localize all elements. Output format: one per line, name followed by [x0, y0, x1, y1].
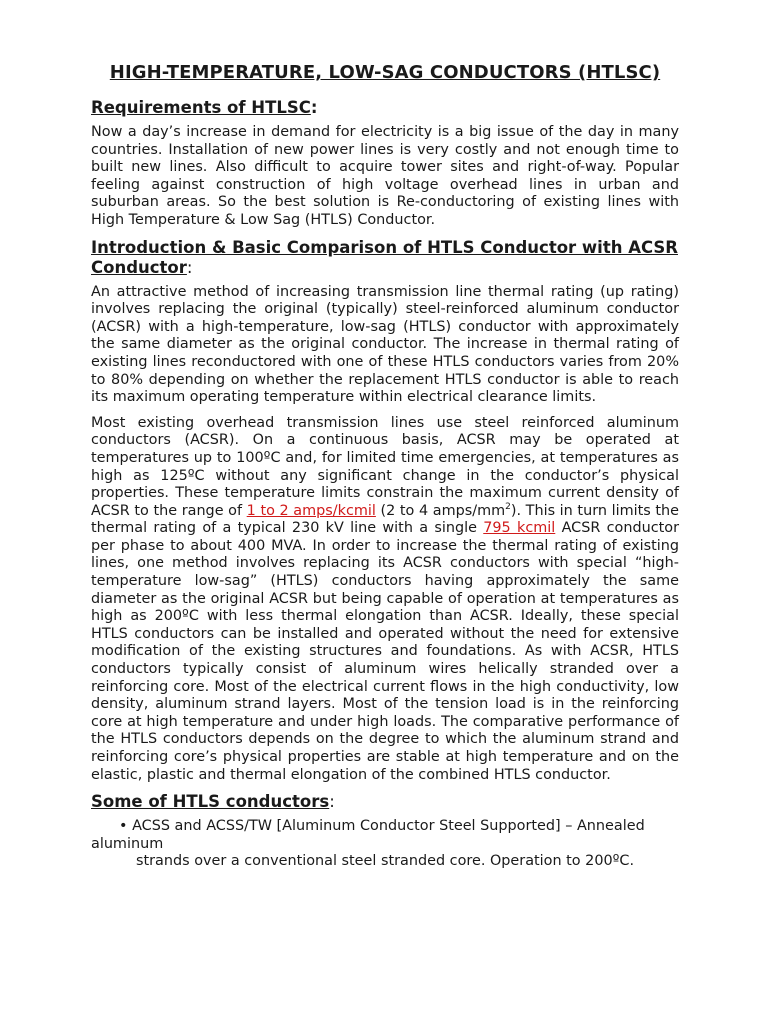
section-heading-requirements [91, 98, 679, 118]
introduction-paragraph-2 [91, 415, 679, 784]
section-heading-requirements-text: Requirements of HTLSC [91, 98, 311, 117]
section-heading-requirements-colon: : [310, 98, 318, 117]
section-heading-htls-conductors [91, 792, 679, 812]
list-item-continuation: strands over a conventional steel stranded core. Operation to 200ºC. [136, 853, 635, 870]
paragraph-text: (2 to 4 amps/mm [375, 502, 506, 519]
section-heading-introduction-colon: : [186, 257, 193, 277]
list-item-text: ACSS and ACSS/TW [Aluminum Conductor Steel Supported] – Annealed [132, 818, 645, 835]
list-item [91, 818, 679, 836]
paragraph-text: ). This in turn limits the thermal rating of a typical 230 kV line with a single [91, 502, 679, 537]
introduction-paragraph-1: An attractive method of increasing transmission line thermal rating (up rating) involves replacing the original (typically) steel-reinforced aluminum conductor (ACSR) with a high-temperature, low-sag (HTLS) conductor with approximately the same diameter as the original conductor. The increase in thermal rating of existing lines reconductored with one of these HTLS conductors varies from 20% to 80% depending on whether the replacement HTLS conductor is able to reach its maximum operating temperature within electrical clearance limits. [91, 283, 679, 406]
section-heading-introduction [91, 238, 679, 278]
bullet-list [91, 818, 679, 871]
bullet-icon: • [119, 818, 128, 835]
requirements-paragraph: Now a day’s increase in demand for electricity is a big issue of the day in many countries. Installation of new power lines is very costly and not enough time to built new lines. Also difficult to acquire tower sites and right-of-way. Popular feeling against construction of high voltage overhead lines in urban and suburban areas. So the best solution is Re-conductoring of existing lines with High Temperature & Low Sag (HTLS) Conductor. [91, 124, 679, 228]
paragraph-text: ACSR conductor per phase to about 400 MVA. In order to increase the thermal rating of existing lines, one method involves replacing its ACSR conductors with special “high-temperature low-sag” (HTLS) conductors having approximately the same diameter as the original ACSR but being capable of operation at temperatures as high as 200ºC with less thermal elongation than ACSR. Ideally, these special HTLS conductors can be installed and operated without the need for extensive modification of the existing structures and foundations. As with ACSR, HTLS conductors typically consist of aluminum wires helically stranded over a reinforcing core. Most of the electrical current flows in the high conductivity, low density, aluminum strand layers. Most of the tension load is in the reinforcing core at high temperature and under high loads. The comparative performance of the HTLS conductors depends on the degree to which the aluminum strand and reinforcing core’s physical properties are stable at high temperature and on the elastic, plastic and thermal elongation of the combined HTLS conductor. [91, 520, 680, 783]
section-heading-htls-conductors-text: Some of HTLS conductors [91, 792, 330, 812]
paragraph-text: Most existing overhead transmission lines use steel reinforced aluminum conductors (ACSR). On a continuous basis, ACSR may be operated at temperatures up to 100ºC and, for limited time emergencies, at temperatures as high as 125ºC without any significant change in the conductor’s physical properties. These temperature limits constrain the maximum current density of ACSR to the range of [91, 414, 679, 519]
section-heading-htls-conductors-colon: : [329, 792, 335, 812]
list-item-continuation: aluminum [91, 835, 164, 852]
page-title: HIGH-TEMPERATURE, LOW-SAG CONDUCTORS (HTLSC) [109, 62, 661, 83]
section-heading-introduction-text: Introduction & Basic Comparison of HTLS Conductor with ACSR Conductor [91, 237, 678, 277]
795-kcmil-link[interactable]: 795 kcmil [483, 520, 556, 537]
amps-kcmil-link[interactable]: 1 to 2 amps/kcmil [246, 502, 376, 519]
superscript-2: 2 [505, 501, 511, 512]
